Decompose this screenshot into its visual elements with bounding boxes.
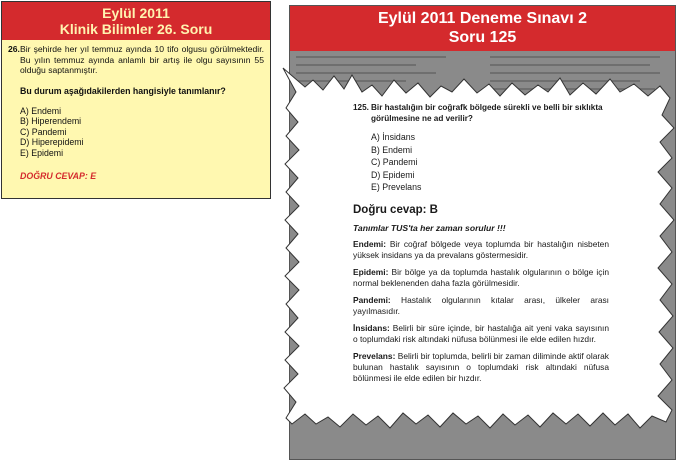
- right-option-c: C) Pandemi: [371, 157, 418, 168]
- definition-term: İnsidans:: [353, 322, 390, 333]
- right-options: [371, 131, 609, 194]
- left-card-title-line1: Eylül 2011: [102, 5, 170, 21]
- left-option-b: B) Hiperendemi: [20, 116, 82, 127]
- left-question-number: 26.: [8, 44, 20, 54]
- definitions-note: Tanımlar TUS'ta her zaman sorulur !!!: [353, 222, 506, 233]
- left-option-d: D) Hiperepidemi: [20, 137, 84, 148]
- left-option-c: C) Pandemi: [20, 126, 67, 137]
- right-doc-title-line2: Soru 125: [448, 29, 517, 46]
- torn-paper-content: [353, 103, 609, 384]
- left-option-e: E) Epidemi: [20, 147, 64, 158]
- definition-insidans: [353, 323, 609, 345]
- definition-text: Belirli bir süre içinde, bir hastalığa ait yeni vaka sayısının o toplumdaki risk altındaki nüfusa bölünmesi ile elde edilen hızdır.: [353, 322, 609, 344]
- right-option-a: A) İnsidans: [371, 132, 416, 142]
- left-card-title-line2: Klinik Bilimler 26. Soru: [59, 21, 213, 37]
- definition-prevelans: [353, 351, 609, 384]
- definition-endemi: [353, 239, 609, 261]
- definition-text: Bir coğraf bölgede veya toplumda bir hastalığın nisbeten yüksek insidans ya da prevalans göstermesidir.: [353, 238, 609, 260]
- definition-pandemi: [353, 295, 609, 317]
- left-correct-answer: DOĞRU CEVAP: E: [20, 171, 97, 182]
- definition-text: Hastalık olgularının kıtalar arası, ülkeler arası yayılmasıdır.: [353, 294, 609, 316]
- left-question-prompt: Bu durum aşağıdakilerden hangisiyle tanımlanır?: [20, 85, 226, 96]
- left-question-text: Bir şehirde her yıl temmuz ayında 10 tifo olgusu görülmektedir. Bu yılın temmuz ayında anlamlı bir artış ile olgu sayısının 55 olduğu saptanmıştır.: [20, 44, 264, 75]
- right-correct-answer: Doğru cevap: B: [353, 203, 438, 216]
- definition-term: Pandemi:: [353, 294, 391, 305]
- right-question-number: 125.: [353, 103, 369, 112]
- right-question-text: Bir hastalığın bir coğrafk bölgede sürekli ve belli bir sıklıkta görülmesine ne ad verilir?: [371, 103, 603, 123]
- left-option-a: A) Endemi: [20, 105, 62, 116]
- definition-epidemi: [353, 267, 609, 289]
- right-option-d: D) Epidemi: [371, 169, 415, 180]
- right-doc-title-line1: Eylül 2011 Deneme Sınavı 2: [377, 10, 587, 27]
- right-option-e: E) Prevelans: [371, 182, 422, 193]
- definition-term: Epidemi:: [353, 266, 389, 277]
- definition-text: Bir bölge ya da toplumda hastalık olgularının o bölge için normal beklenenden daha fazla görülmesidir.: [353, 266, 609, 288]
- definition-term: Endemi:: [353, 238, 387, 249]
- right-option-b: B) Endemi: [371, 144, 413, 155]
- definition-text: Belirli bir toplumda, belirli bir zaman diliminde aktif olarak bulunan hastalık sayısının o toplumdaki risk altındaki nüfusa bölünmesi ile elde edilen bir hızdır.: [353, 350, 609, 383]
- right-question: [353, 103, 609, 124]
- definition-term: Prevelans:: [353, 350, 396, 361]
